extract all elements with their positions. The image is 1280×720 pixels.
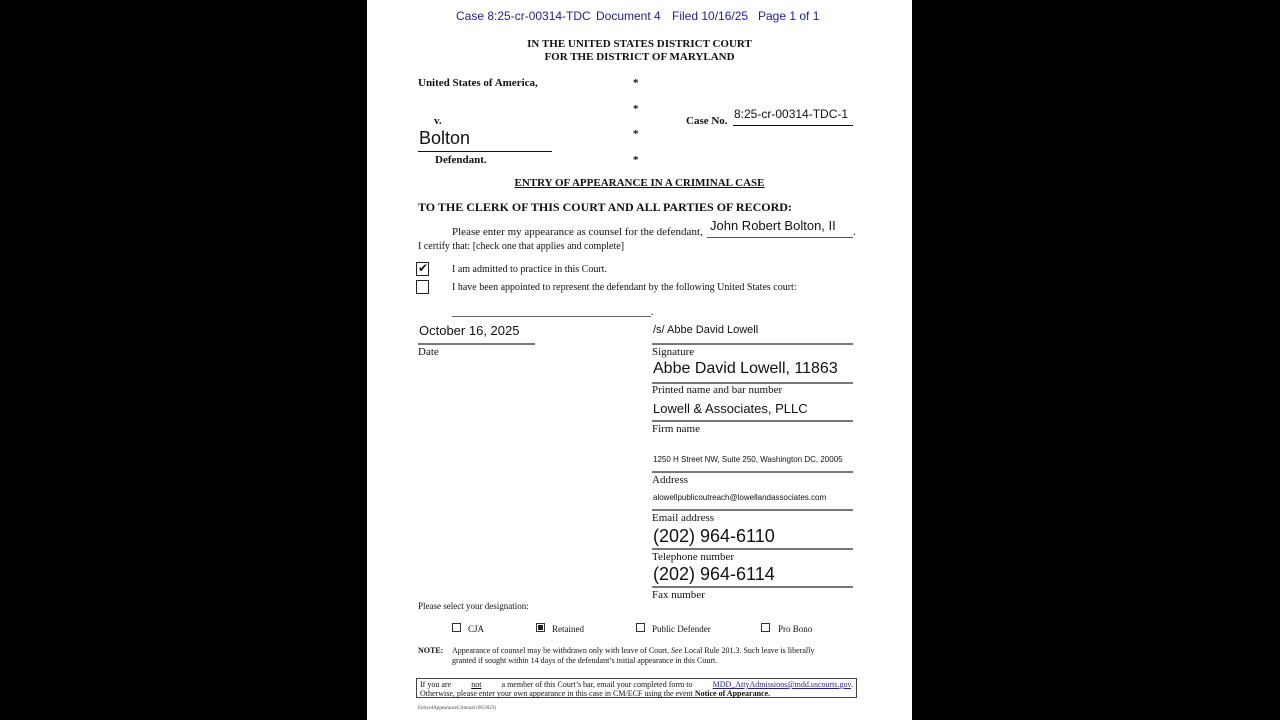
defendant-full-name-underline <box>707 237 853 238</box>
appearance-period: . <box>853 226 856 238</box>
designation-retained-checkbox[interactable] <box>536 623 545 632</box>
address-field[interactable]: 1250 H Street NW, Suite 250, Washington DC, 20005 <box>653 455 843 464</box>
designation-public-defender-checkbox[interactable] <box>636 623 645 632</box>
certify-appointed-label: I have been appointed to represent the defendant by the following United States court: <box>452 282 797 293</box>
salutation: TO THE CLERK OF THIS COURT AND ALL PARTIES OF RECORD: <box>418 200 792 214</box>
telephone-underline <box>652 548 853 550</box>
signature-label: Signature <box>652 346 695 358</box>
address-underline <box>652 471 853 473</box>
notice-line2: Otherwise, please enter your own appearance in this case in CM/ECF using the event <box>420 689 693 698</box>
defendant-label: Defendant. <box>435 154 487 166</box>
header-page-count: Page 1 of 1 <box>758 9 820 23</box>
date-field[interactable]: October 16, 2025 <box>419 323 520 338</box>
email-label: Email address <box>652 512 715 524</box>
firm-name-label: Firm name <box>652 423 700 435</box>
case-no-field[interactable]: 8:25-cr-00314-TDC-1 <box>734 107 849 121</box>
telephone-label: Telephone number <box>652 551 735 563</box>
note-text-line2: granted if sought within 14 days of the defendant’s initial appearance in this Court. <box>452 656 718 665</box>
attorney-admissions-email-link[interactable]: MDD_AttyAdmissions@mdd.uscourts.gov <box>712 680 851 689</box>
firm-name-field[interactable]: Lowell & Associates, PLLC <box>653 401 808 416</box>
caption-asterisk: * <box>633 128 639 140</box>
firm-name-underline <box>652 420 853 422</box>
versus-label: v. <box>434 115 442 127</box>
note-text-part1: Appearance of counsel may be withdrawn only with leave of Court. <box>452 646 670 655</box>
plaintiff-name: United States of America, <box>418 77 538 89</box>
defendant-name-underline <box>418 151 552 152</box>
printed-name-field[interactable]: Abbe David Lowell, 11863 <box>653 360 838 377</box>
defendant-full-name-field[interactable]: John Robert Bolton, II <box>710 218 836 233</box>
note-see: See <box>671 646 683 655</box>
designation-pro-bono-checkbox[interactable] <box>761 623 770 632</box>
form-footer-code: EntryofAppearanceCriminal (06/2023) <box>418 706 496 711</box>
court-title-line2: FOR THE DISTRICT OF MARYLAND <box>544 51 735 63</box>
notice-part3: . <box>851 680 853 689</box>
certify-appointed-checkbox[interactable] <box>416 280 429 294</box>
caption-asterisk: * <box>633 103 639 115</box>
checkmark-icon: ✔ <box>418 261 429 275</box>
header-document-number: Document 4 <box>596 9 661 23</box>
defendant-name-field[interactable]: Bolton <box>419 128 471 148</box>
document-page <box>367 0 912 720</box>
certify-admitted-checkbox[interactable] <box>416 262 429 276</box>
appearance-text: Please enter my appearance as counsel for the defendant, <box>452 226 703 238</box>
note-text-part2: Local Rule 201.3. Such leave is liberally <box>684 646 815 655</box>
email-underline <box>652 509 853 511</box>
signature-underline <box>652 343 853 345</box>
header-filed-date: Filed 10/16/25 <box>672 9 749 23</box>
caption-asterisk: * <box>633 77 639 89</box>
designation-cja-checkbox[interactable] <box>452 623 461 632</box>
notice-part1: If you are <box>420 680 452 689</box>
address-label: Address <box>652 474 689 486</box>
form-title: ENTRY OF APPEARANCE IN A CRIMINAL CASE <box>514 177 765 189</box>
designation-prompt: Please select your designation: <box>418 601 529 611</box>
court-title-line1: IN THE UNITED STATES DISTRICT COURT <box>527 38 752 50</box>
case-no-underline <box>733 125 853 126</box>
certify-intro: I certify that: [check one that applies and complete] <box>418 241 625 252</box>
designation-cja-label: CJA <box>468 624 485 634</box>
note-label: NOTE: <box>418 646 444 655</box>
designation-pro-bono-label: Pro Bono <box>778 624 813 634</box>
designation-public-defender-label: Public Defender <box>652 624 711 634</box>
fax-field[interactable]: (202) 964-6114 <box>653 564 775 584</box>
notice-of-appearance-event: Notice of Appearance. <box>694 689 771 698</box>
case-no-label: Case No. <box>686 115 728 127</box>
date-underline <box>418 343 535 345</box>
certify-admitted-label: I am admitted to practice in this Court. <box>452 264 607 275</box>
note-text <box>452 646 814 666</box>
printed-name-label: Printed name and bar number <box>652 384 783 396</box>
signature-field[interactable]: /s/ Abbe David Lowell <box>653 324 759 336</box>
court-title <box>367 38 912 64</box>
notice-part2: a member of this Court’s bar, email your completed form to <box>501 680 693 689</box>
header-case-number: Case 8:25-cr-00314-TDC <box>456 9 591 23</box>
appointing-court-blank[interactable] <box>452 316 651 317</box>
caption-asterisk: * <box>633 154 639 166</box>
appointing-court-period: . <box>651 307 654 318</box>
fax-underline <box>652 586 853 588</box>
bar-membership-notice-box <box>416 678 857 698</box>
telephone-field[interactable]: (202) 964-6110 <box>653 526 775 546</box>
designation-retained-label: Retained <box>552 624 584 634</box>
email-field[interactable]: alowellpublicoutreach@lowellandassociates.com <box>653 493 827 502</box>
date-label: Date <box>418 346 439 358</box>
notice-not: not <box>471 680 482 689</box>
fax-label: Fax number <box>652 589 705 601</box>
